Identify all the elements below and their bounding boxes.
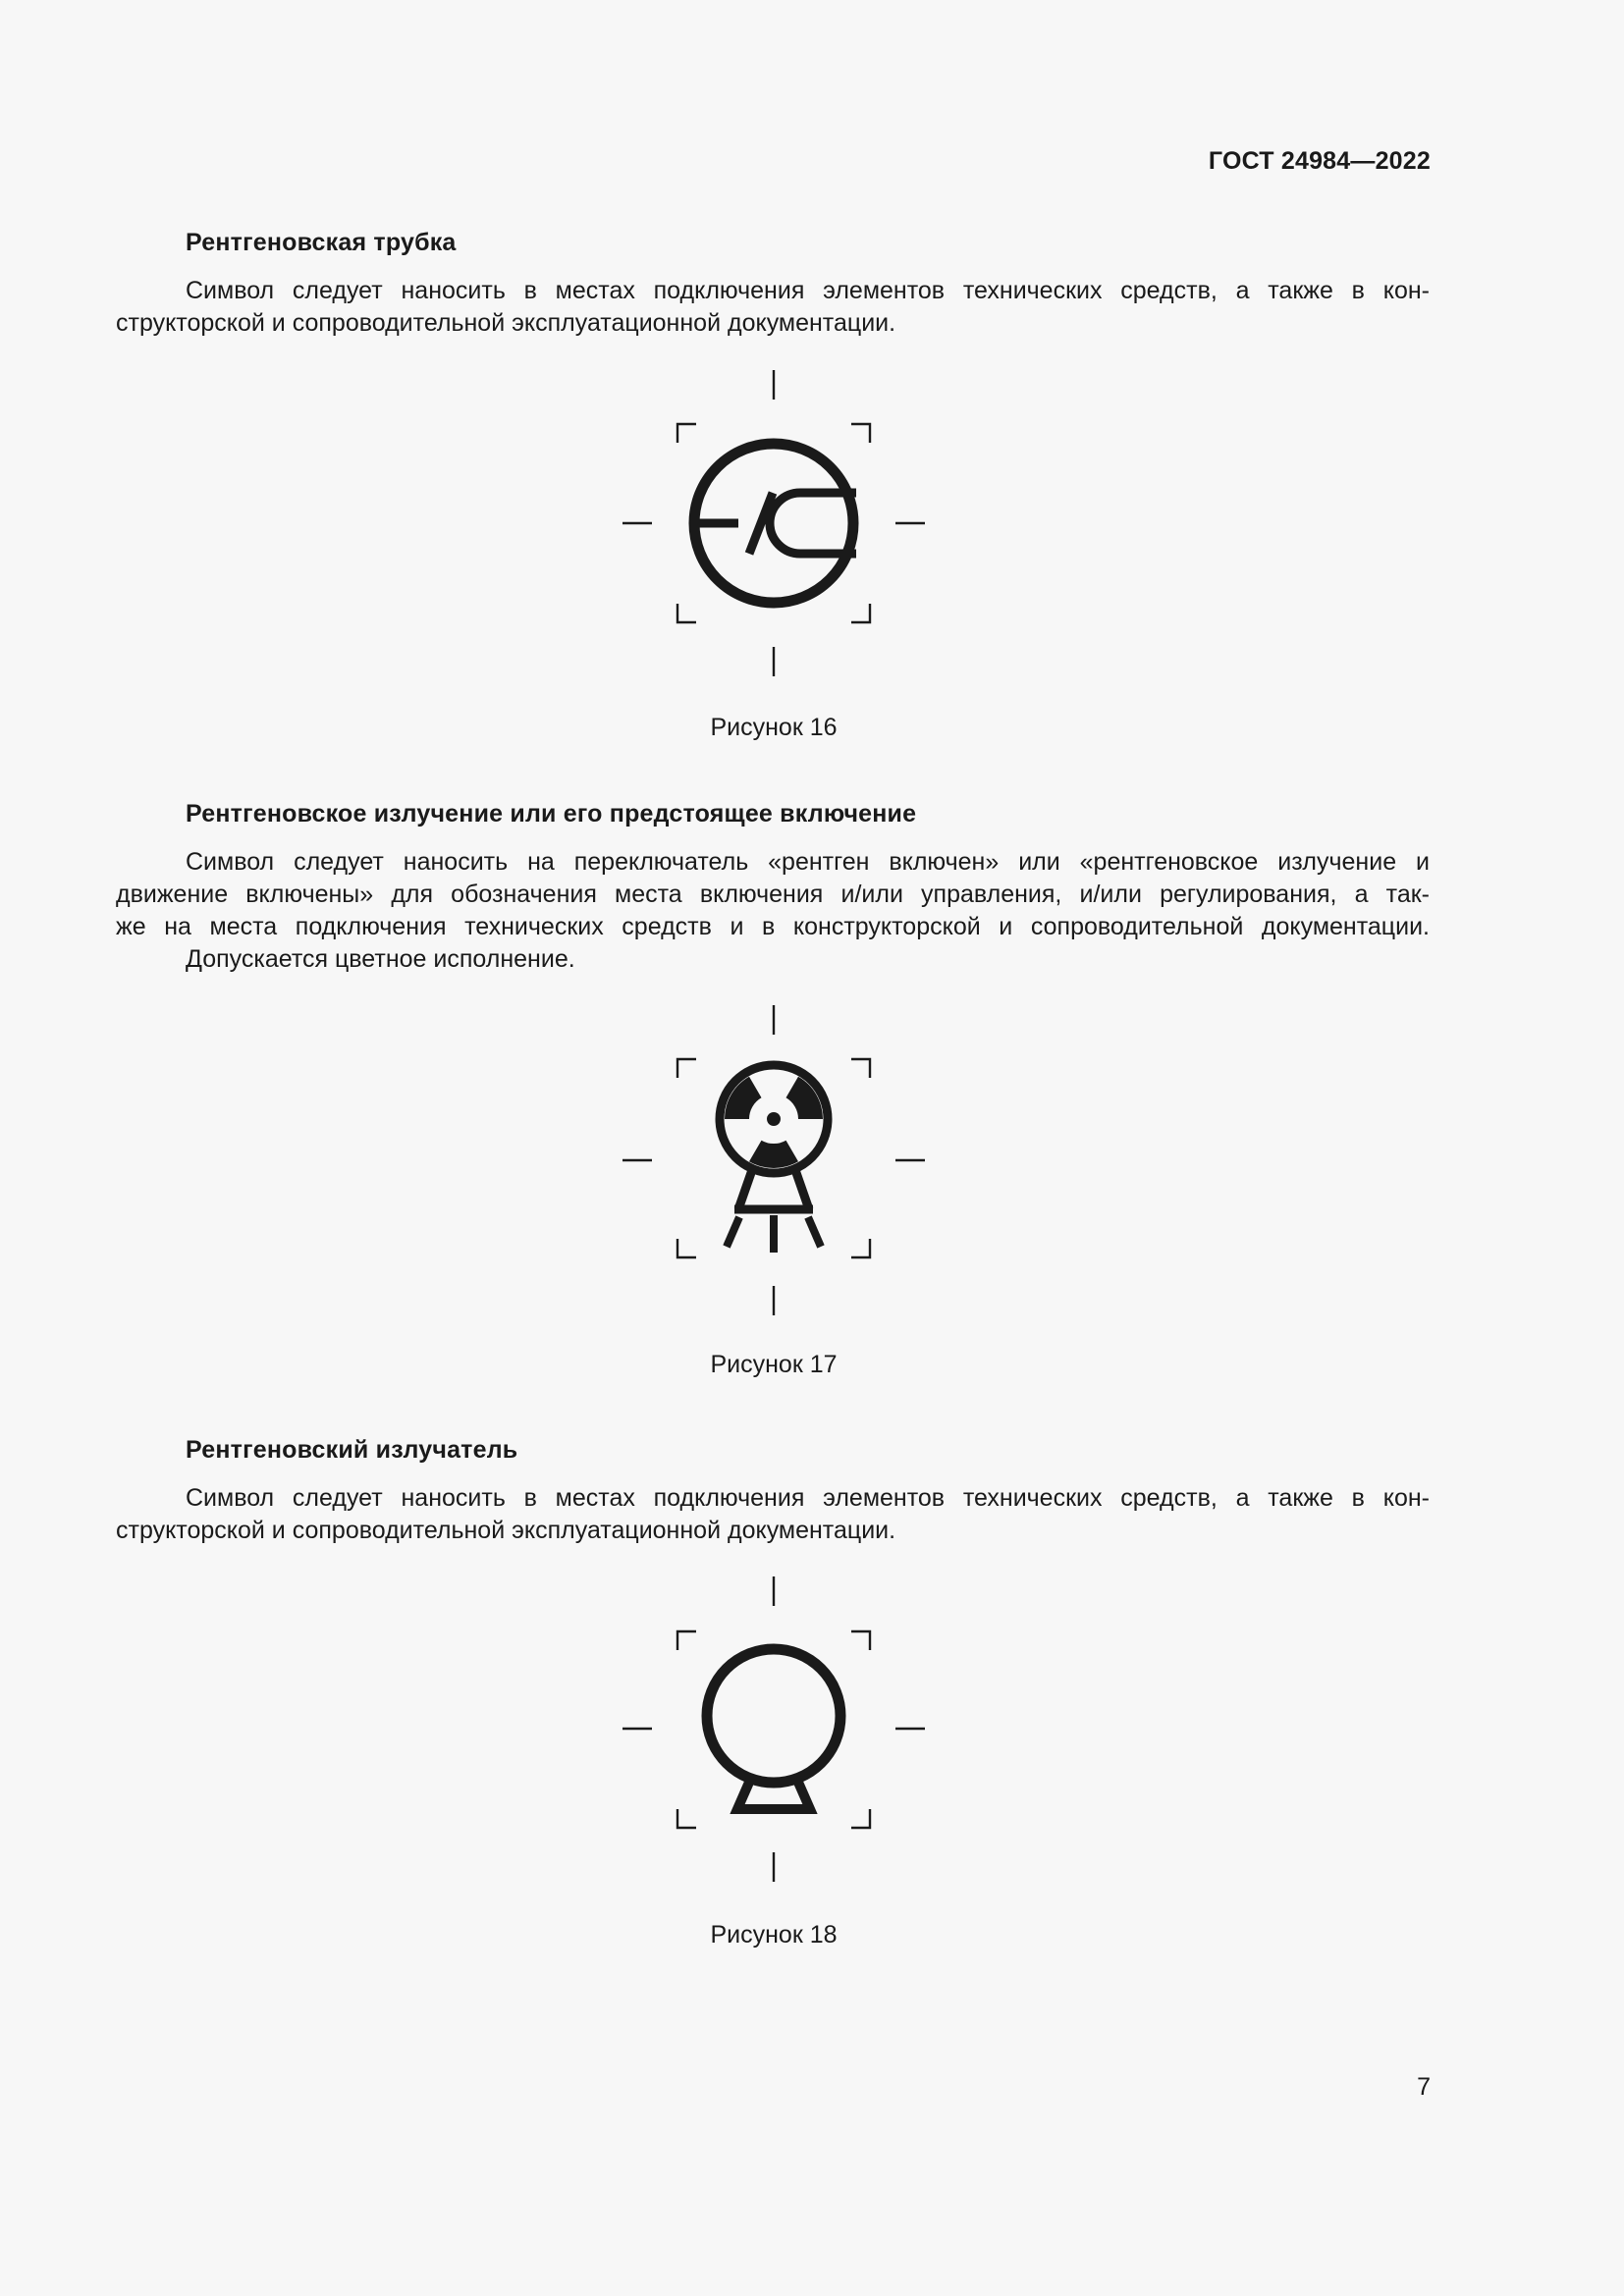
- paragraph-line: структорской и сопроводительной эксплуатационной документации.: [116, 309, 896, 337]
- section-paragraph-x-ray-radiation: [116, 846, 1430, 976]
- paragraph-line: Символ следует наносить на переключатель «рентген включен» или «рентгеновское излучение и: [186, 848, 1430, 876]
- section-title-x-ray-radiation: Рентгеновское излучение или его предстоящее включение: [186, 800, 917, 828]
- paragraph-line: движение включены» для обозначения места включения и/или управления, и/или регулирования, а так-: [116, 881, 1430, 908]
- standard-designation: ГОСТ 24984—2022: [1208, 147, 1431, 175]
- paragraph-line: же на места подключения технических средств и в конструкторской и сопроводительной документации.: [116, 913, 1430, 940]
- section-paragraph-x-ray-tube: [116, 275, 1430, 340]
- paragraph-line: структорской и сопроводительной эксплуатационной документации.: [116, 1517, 896, 1544]
- figure-caption: Рисунок 17: [710, 1351, 838, 1378]
- figure-x-ray-tube: [613, 362, 935, 684]
- figure-x-ray-radiation: [613, 999, 935, 1321]
- figure-caption: Рисунок 16: [710, 714, 838, 741]
- page-number: 7: [1417, 2073, 1431, 2101]
- section-paragraph-x-ray-source: [116, 1482, 1430, 1547]
- figure-x-ray-source: [613, 1568, 935, 1890]
- x-ray-radiation-on-symbol-icon: [613, 999, 935, 1321]
- section-title-x-ray-tube: Рентгеновская трубка: [186, 229, 457, 256]
- paragraph-line: Символ следует наносить в местах подключения элементов технических средств, а также в кон-: [186, 277, 1430, 304]
- paragraph-line: Символ следует наносить в местах подключения элементов технических средств, а также в кон-: [186, 1484, 1430, 1512]
- x-ray-tube-symbol-icon: [613, 362, 935, 684]
- section-title-x-ray-source: Рентгеновский излучатель: [186, 1436, 518, 1464]
- x-ray-source-assembly-symbol-icon: [613, 1568, 935, 1890]
- paragraph-line: Допускается цветное исполнение.: [186, 945, 575, 973]
- figure-caption: Рисунок 18: [710, 1921, 838, 1949]
